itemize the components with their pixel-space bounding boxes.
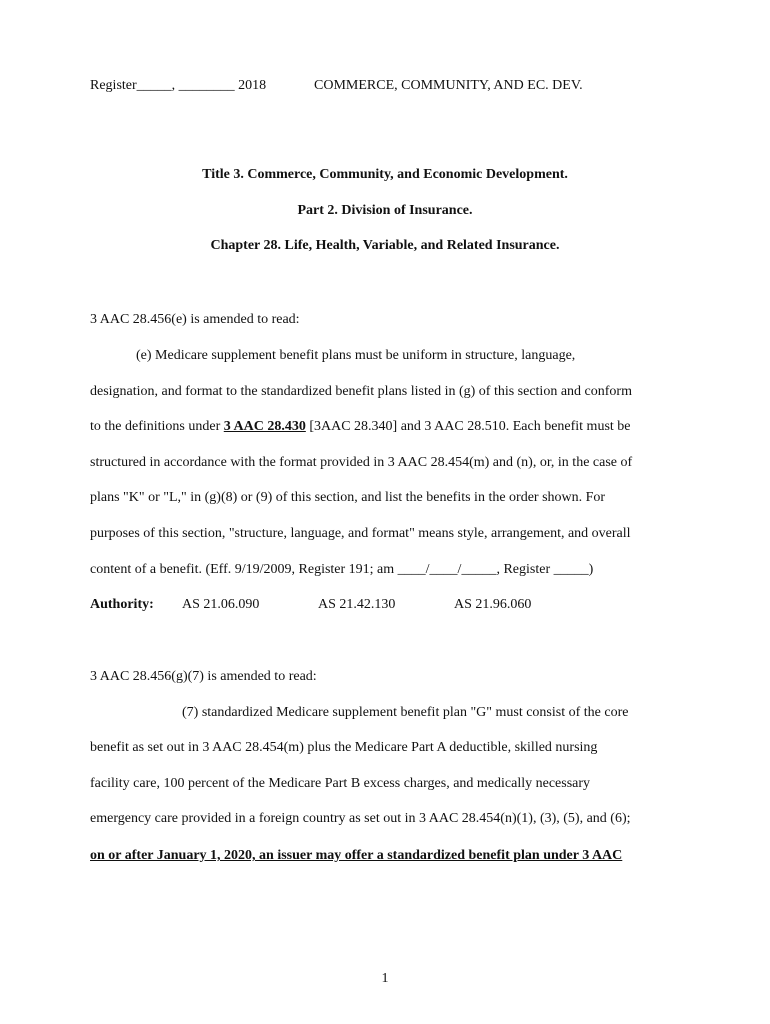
section1-line: structured in accordance with the format provided in 3 AAC 28.454(m) and (n), or, in the case of bbox=[90, 455, 633, 470]
section2-line: facility care, 100 percent of the Medicare Part B excess charges, and medically necessary bbox=[90, 776, 591, 791]
authority-label: Authority: bbox=[90, 597, 154, 612]
section1-line: purposes of this section, "structure, language, and format" means style, arrangement, and overall bbox=[90, 526, 631, 541]
authority-citation: AS 21.06.090 bbox=[182, 597, 260, 612]
section1-line: content of a benefit. (Eff. 9/19/2009, Register 191; am ____/____/_____, Register _____) bbox=[90, 562, 594, 577]
section1-line: designation, and format to the standardized benefit plans listed in (g) of this section and conform bbox=[90, 384, 632, 399]
register-line: Register_____, ________ 2018 bbox=[90, 78, 267, 93]
part-heading: Part 2. Division of Insurance. bbox=[297, 203, 473, 218]
chapter-heading: Chapter 28. Life, Health, Variable, and Related Insurance. bbox=[210, 238, 560, 253]
section1-line: plans "K" or "L," in (g)(8) or (9) of this section, and list the benefits in the order shown. For bbox=[90, 490, 606, 505]
section1-intro: 3 AAC 28.456(e) is amended to read: bbox=[90, 312, 300, 327]
section2-line: emergency care provided in a foreign country as set out in 3 AAC 28.454(n)(1), (3), (5), and (6); bbox=[90, 811, 631, 826]
new-text-insert: on or after January 1, 2020, an issuer may offer a standardized benefit plan under 3 AAC bbox=[90, 848, 623, 863]
section2-line: benefit as set out in 3 AAC 28.454(m) plus the Medicare Part A deductible, skilled nursing bbox=[90, 740, 598, 755]
department-header: COMMERCE, COMMUNITY, AND EC. DEV. bbox=[314, 78, 583, 93]
section1-line3-pre: to the definitions under bbox=[90, 419, 224, 434]
authority-citation: AS 21.96.060 bbox=[454, 597, 532, 612]
section1-line: (e) Medicare supplement benefit plans must be uniform in structure, language, bbox=[136, 348, 576, 363]
section2-intro: 3 AAC 28.456(g)(7) is amended to read: bbox=[90, 669, 317, 684]
page-number: 1 bbox=[381, 971, 389, 986]
title-heading: Title 3. Commerce, Community, and Economic Development. bbox=[202, 167, 568, 182]
section1-line3-post: [3AAC 28.340] and 3 AAC 28.510. Each benefit must be bbox=[305, 419, 631, 434]
section2-line: (7) standardized Medicare supplement benefit plan "G" must consist of the core bbox=[182, 705, 629, 720]
new-text-insert: 3 AAC 28.430 bbox=[223, 419, 306, 434]
authority-citation: AS 21.42.130 bbox=[318, 597, 396, 612]
section1-line bbox=[90, 419, 631, 435]
